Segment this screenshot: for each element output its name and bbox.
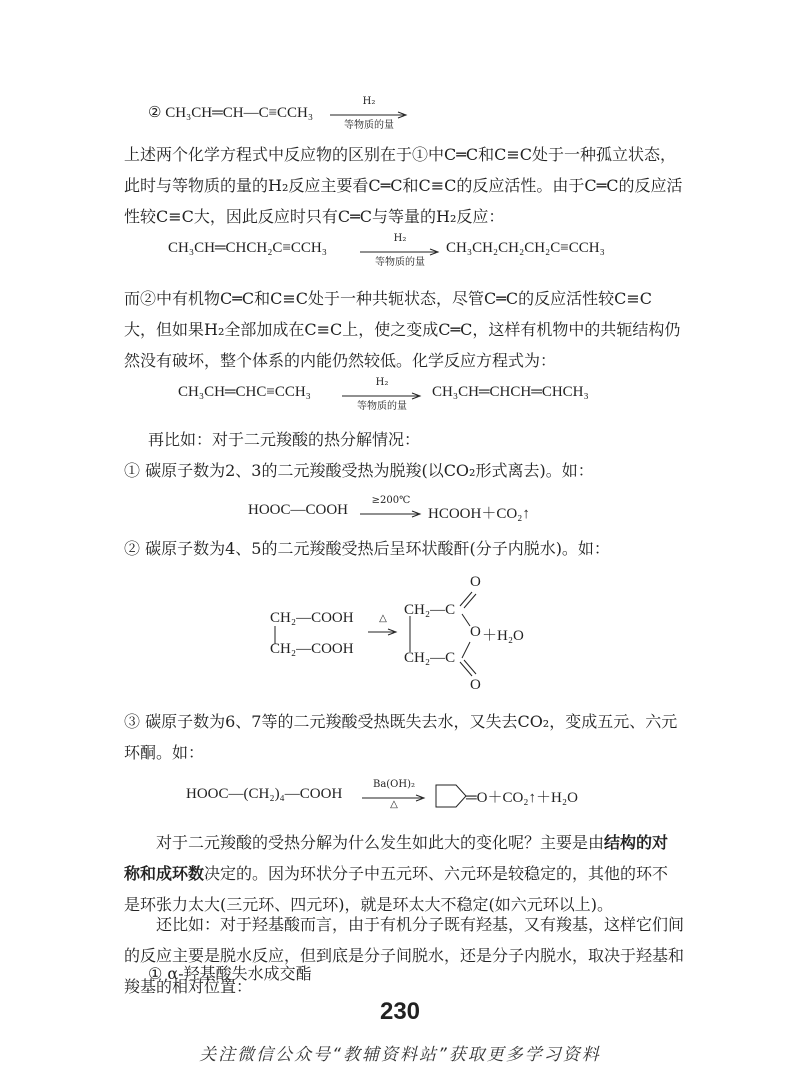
reactant-row-1: CH₂—COOH [270,610,354,626]
reactant-bond-line [273,626,277,644]
paragraph-alpha-hydroxy: ① α-羟基酸失水成交酯 [148,964,312,983]
arrow-6-condition-bottom: △ [390,799,398,810]
arrow-icon [360,511,422,517]
page-number: 230 [379,998,421,1025]
arrow-3-condition-top: H₂ [375,377,389,388]
arrow-4-condition-top: ≥200℃ [371,495,411,506]
paragraph-anhydride: ② 碳原子数为4、5的二元羧酸受热后呈环状酸酐(分子内脱水)。如： [124,539,610,558]
product-ch2-bottom: CH₂—C [404,650,456,666]
equation-6 [186,786,342,803]
paragraph-isolated-state: 上述两个化学方程式中反应物的区别在于①中C═C和C≡C处于一种孤立状态，此时与等物质的量的H₂反应主要看C═C和C≡C的反应活性。由于C═C的反应活性较C≡C大，因此反应时只有C═C与等量的H₂反应： [124,145,683,226]
reaction-arrow-3 [342,377,422,412]
product-o-top: O [470,574,481,590]
equation-3-reactant: CH₃CH═CHC≡CCH₃ [178,384,311,400]
equation-4-product-text: HCOOH＋CO₂↑ [428,506,530,522]
equation-1 [148,103,313,122]
equation-2 [168,240,327,257]
paragraph-ring-stability [124,827,684,920]
equation-6-reactant: HOOC—(CH₂)₄—COOH [186,786,343,802]
paragraph-dicarboxylic-intro: 再比如：对于二元羧酸的热分解情况： [148,430,421,449]
equation-6-product [466,786,578,807]
reaction-arrow-4 [360,495,422,519]
product-ch2-top: CH₂—C [404,602,456,618]
equation-2-product-text: CH₃CH₂CH₂CH₂C≡CCH₃ [446,240,605,256]
equation-4 [248,502,348,519]
paragraph-ring-stability-a: 对于二元羧酸的受热分解为什么发生如此大的变化呢？主要是由 [156,833,605,852]
arrow-6-condition-top: Ba(OH)₂ [372,779,416,790]
product-o-bottom: O [470,677,481,693]
equation-3-product [432,384,589,401]
paragraph-decarboxylation: ① 碳原子数为2、3的二元羧酸受热为脱羧(以CO₂形式离去)。如： [124,461,594,480]
equation-6-product-text: ═O＋CO₂↑＋H₂O [466,790,578,806]
reaction-arrow-6 [362,779,426,810]
arrow-5-condition: △ [379,613,387,624]
arrow-1-condition-top: H₂ [362,96,376,107]
equation-2-reactant: CH₃CH═CHCH₂C≡CCH₃ [168,240,327,256]
arrow-3-condition-bottom: 等物质的量 [357,401,407,412]
equation-1-reactant: ② CH₃CH═CH—C≡CCH₃ [148,105,314,121]
paragraph-hydroxy-acid: 还比如：对于羟基酸而言，由于有机分子既有羟基，又有羧基，这样它们间的反应主要是脱水反应，但到底是分子间脱水，还是分子内脱水，取决于羟基和羧基的相对位置： [124,915,685,996]
anhydride-ring-bonds [400,580,490,690]
equation-2-product [446,240,605,257]
paragraph-ring-stability-bold: 结构的对称和成环数 [124,833,669,883]
reactant-row-2: CH₂—COOH [270,641,354,657]
equation-4-product [428,502,530,523]
reaction-arrow-5 [368,613,398,637]
arrow-1-condition-bottom: 等物质的量 [344,120,394,131]
reaction-arrow-2 [360,233,440,268]
equation-3-product-text: CH₃CH═CHCH═CHCH₃ [432,384,589,400]
paragraph-cyclic-ketone: ③ 碳原子数为6、7等的二元羧酸受热既失去水，又失去CO₂，变成五元、六元环酮。如： [124,712,678,762]
cyclopentanone-ring-icon [434,783,468,809]
arrow-2-condition-top: H₂ [393,233,407,244]
equation-4-reactant: HOOC—COOH [248,502,349,518]
product-water: ＋H₂O [482,628,524,644]
equation-3 [178,384,311,401]
paragraph-ring-stability-c: 决定的。因为环状分子中五元环、六元环是较稳定的，其他的环不是环张力太大(三元环、四元环)，就是环太大不稳定(如六元环以上)。 [124,864,669,914]
arrow-2-condition-bottom: 等物质的量 [375,257,425,268]
footer-watermark: 关注微信公众号“教辅资料站”获取更多学习资料 [199,1045,601,1065]
paragraph-conjugated-state: 而②中有机物C═C和C≡C处于一种共轭状态，尽管C═C的反应活性较C≡C大，但如果H₂全部加成在C≡C上，使之变成C═C，这样有机物中的共轭结构仍然没有破坏，整个体系的内能仍然较低。化学反应方程式为： [124,289,681,370]
product-ring-oxygen: O [470,624,481,640]
arrow-icon [368,629,398,635]
reaction-arrow-1 [330,96,408,131]
